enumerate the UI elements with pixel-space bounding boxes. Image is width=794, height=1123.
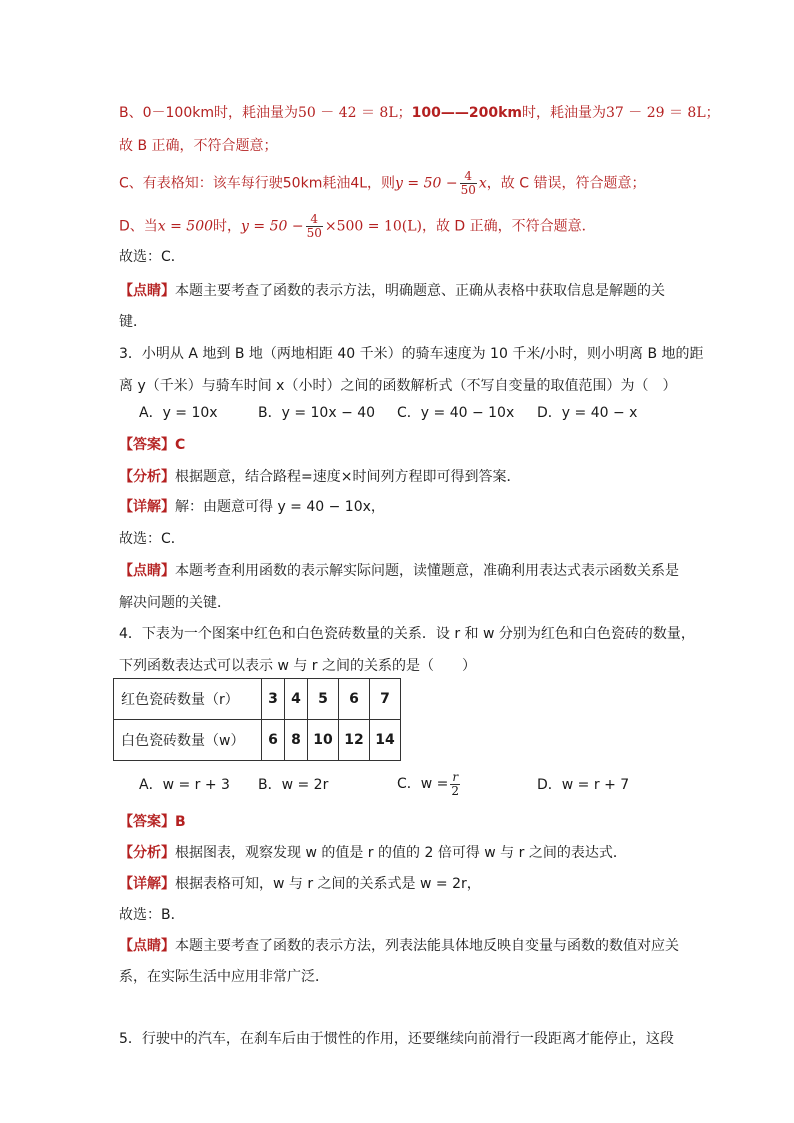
q3-dianjing-cont: 解决问题的关键． [119, 595, 231, 611]
denominator: 50 [460, 183, 476, 197]
analysis-text: 根据题意，结合路程=速度×时间列方程即可得到答案． [175, 469, 521, 485]
q3-answer [119, 435, 185, 455]
q3-dianjing [119, 561, 679, 581]
q3-selection: 故选：C． [119, 531, 185, 547]
detail-text: 解：由题意可得 y = 40 − 10x， [175, 499, 385, 515]
option-d-tail: ，故 D 正确，不符合题意． [421, 218, 596, 235]
fraction [460, 170, 477, 197]
q3-option-d: D．y = 40 − x [537, 405, 638, 421]
option-d-formula: y = 50 − [241, 218, 304, 235]
table-cell: 4 [285, 679, 308, 720]
option-b-explanation [119, 103, 720, 123]
q3-detail [119, 497, 385, 517]
variable-x: x [478, 175, 487, 192]
selection-text: 故选：C． [119, 249, 185, 265]
dianjing-text: 本题考查利用函数的表示解实际问题，读懂题意，准确利用表达式表示函数关系是 [175, 563, 679, 579]
table-cell: 7 [370, 679, 401, 720]
option-d-lead: D、当 [119, 218, 158, 235]
dianjing-tag: 【点睛】 [119, 283, 175, 299]
option-b-range: 100——200km [411, 105, 522, 121]
detail-text: 根据表格可知，w 与 r 之间的关系式是 w = 2r， [175, 876, 481, 892]
option-b-conclusion: 故 B 正确，不符合题意； [119, 138, 278, 154]
table-cell: 6 [262, 720, 285, 761]
question-4-stem-cont: 下列函数表达式可以表示 w 与 r 之间的关系的是（ ） [119, 658, 477, 674]
analysis-tag: 【分析】 [119, 845, 175, 861]
option-c-lead: C、有表格知：该车每行驶50km耗油4L，则 [119, 175, 396, 192]
option-c-label: C．w = [397, 776, 449, 792]
dianjing-tag: 【点睛】 [119, 563, 175, 579]
question-3-stem: 3．小明从 A 地到 B 地（两地相距 40 千米）的骑车速度为 10 千米/小时，则小明离 B 地的距 [119, 346, 704, 362]
q4-option-a: A．w = r + 3 [139, 777, 230, 793]
table-cell: 6 [339, 679, 370, 720]
numerator: 4 [460, 170, 477, 184]
option-c-explanation [119, 170, 645, 197]
answer-tag: 【答案】 [119, 437, 175, 453]
table-cell: 红色瓷砖数量（r） [114, 679, 262, 720]
q4-option-b: B．w = 2r [258, 777, 329, 793]
dianjing-text: 本题主要考查了函数的表示方法，列表法能具体地反映自变量与函数的数值对应关 [175, 938, 679, 954]
table-cell: 8 [285, 720, 308, 761]
option-b-mid: 时，耗油量为 [521, 105, 606, 121]
answer-tag: 【答案】 [119, 814, 175, 830]
option-c-formula: y = 50 − [395, 175, 458, 192]
question-5-stem: 5．行驶中的汽车，在刹车后由于惯性的作用，还要继续向前滑行一段距离才能停止，这段 [119, 1031, 674, 1047]
option-d-condition: x = 500 [157, 218, 214, 235]
detail-tag: 【详解】 [119, 499, 175, 515]
q4-option-c [397, 766, 462, 802]
answer-value: B [175, 814, 186, 830]
option-d-explanation [119, 213, 596, 240]
q4-dianjing-cont: 系，在实际生活中应用非常广泛． [119, 969, 329, 985]
table-cell: 10 [308, 720, 339, 761]
q4-detail [119, 874, 481, 894]
line-end: ； [705, 105, 720, 121]
selection-1 [119, 247, 185, 267]
q3-analysis [119, 467, 520, 487]
option-b-expr2: 37 － 29 ＝ 8L [605, 105, 706, 121]
denominator: 50 [306, 226, 322, 240]
q4-answer [119, 812, 186, 832]
q4-option-d: D．w = r + 7 [537, 777, 630, 793]
analysis-text: 根据图表，观察发现 w 的值是 r 的值的 2 倍可得 w 与 r 之间的表达式． [175, 845, 627, 861]
q3-option-a: A．y = 10x [139, 405, 218, 421]
table-cell: 白色瓷砖数量（w） [114, 720, 262, 761]
q3-option-c: C．y = 40 − 10x [397, 405, 515, 421]
q3-option-b: B．y = 10x − 40 [258, 405, 376, 421]
table-row [114, 679, 401, 720]
q4-dianjing [119, 936, 679, 956]
table-cell: 3 [262, 679, 285, 720]
table-cell: 14 [370, 720, 401, 761]
numerator: r [452, 769, 459, 784]
detail-tag: 【详解】 [119, 876, 175, 892]
option-d-mid: 时， [213, 218, 242, 235]
table-cell: 5 [308, 679, 339, 720]
dianjing-1-cont: 键． [119, 314, 147, 330]
fraction [306, 213, 323, 240]
fraction [450, 771, 460, 798]
option-b-expr1: 50 － 42 ＝ 8L [297, 105, 398, 121]
option-b-lead: B、0－100km时，耗油量为 [119, 105, 298, 121]
dianjing-text: 本题主要考查了函数的表示方法，明确题意、正确从表格中获取信息是解题的关 [175, 283, 665, 299]
question-3-stem-cont: 离 y（千米）与骑车时间 x（小时）之间的函数解析式（不写自变量的取值范围）为（ ） [119, 378, 677, 394]
option-c-tail: ，故 C 错误，符合题意； [486, 175, 646, 192]
dianjing-tag: 【点睛】 [119, 938, 175, 954]
dianjing-1 [119, 281, 665, 301]
tile-count-table [113, 678, 401, 761]
analysis-tag: 【分析】 [119, 469, 175, 485]
q4-analysis [119, 843, 627, 863]
table-row [114, 720, 401, 761]
numerator: 4 [306, 213, 323, 227]
separator: ； [397, 105, 412, 121]
table-cell: 12 [339, 720, 370, 761]
q4-selection: 故选：B． [119, 907, 185, 923]
answer-value: C [175, 437, 186, 453]
question-4-stem: 4．下表为一个图案中红色和白色瓷砖数量的关系．设 r 和 w 分别为红色和白色瓷砖的数量， [119, 626, 695, 642]
option-d-expr: ×500 = 10(L) [324, 218, 422, 235]
denominator: 2 [451, 783, 460, 798]
